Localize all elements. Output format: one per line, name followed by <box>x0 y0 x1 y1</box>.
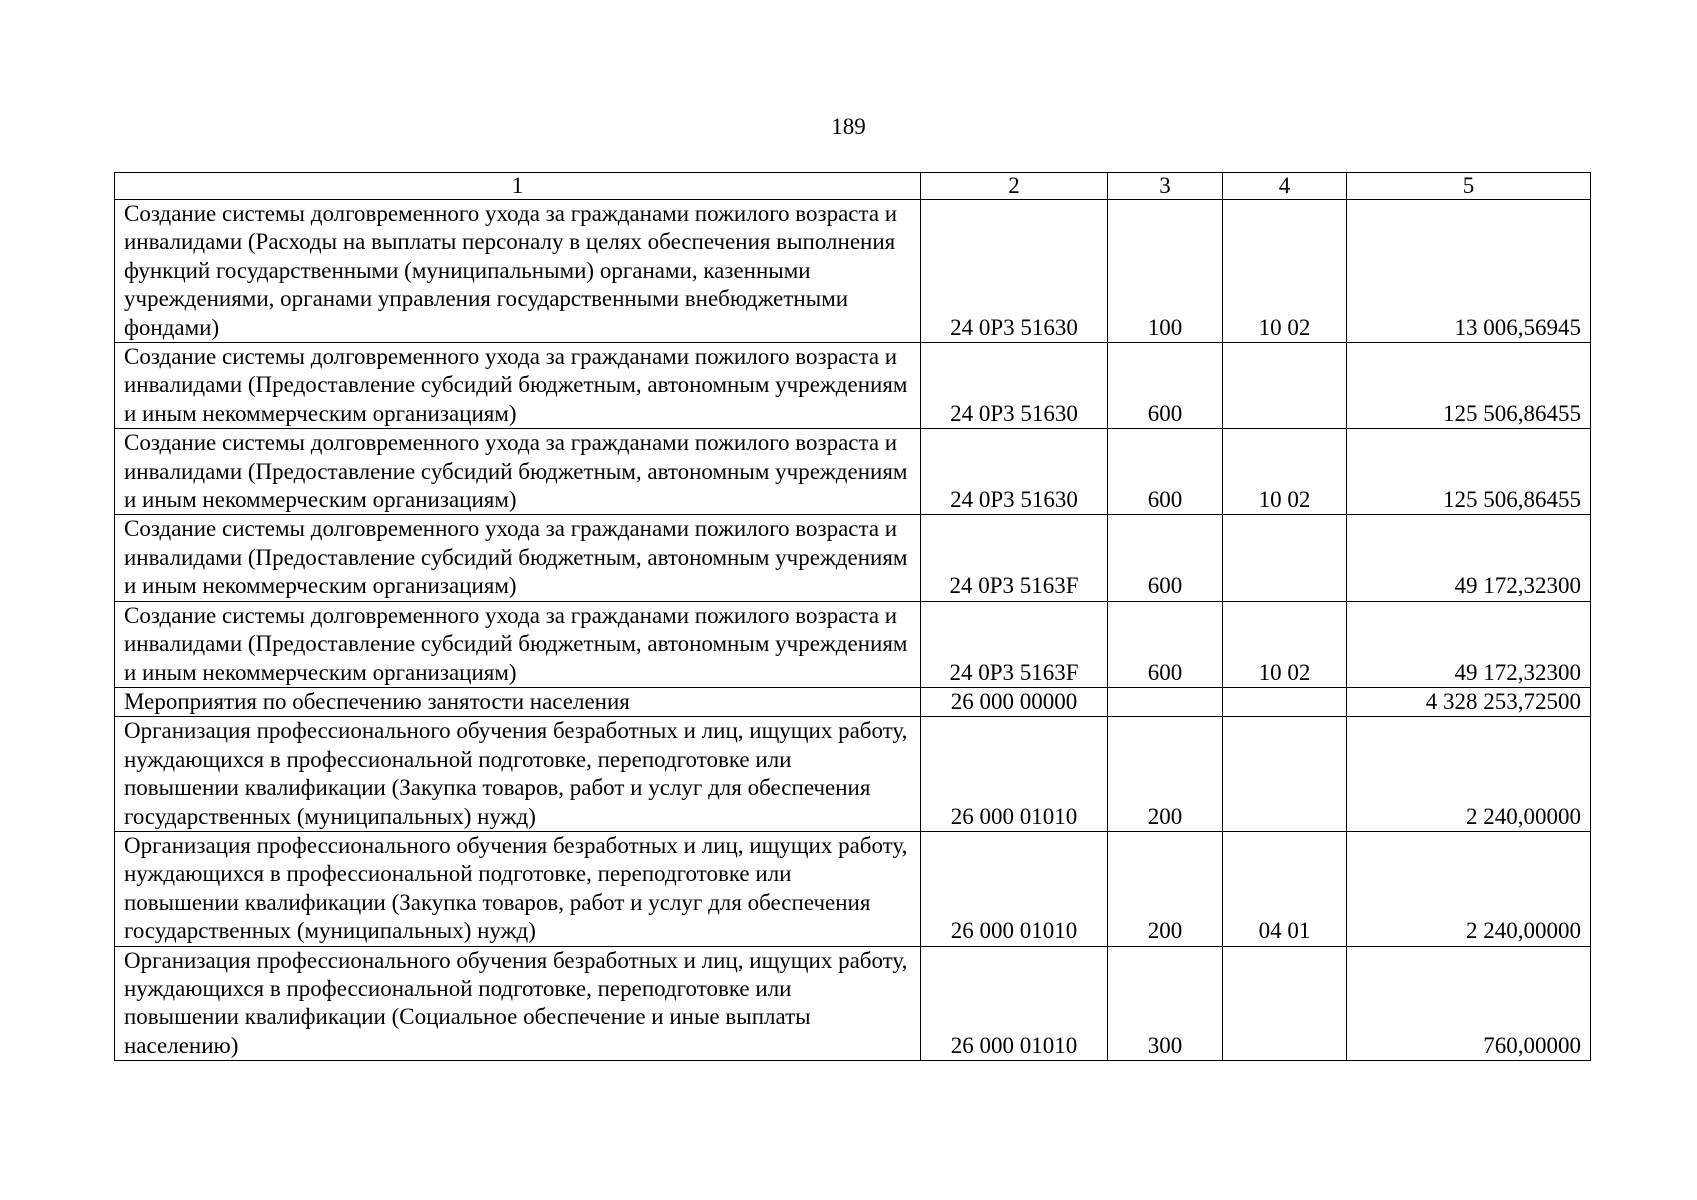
header-cell-4: 4 <box>1223 173 1347 200</box>
row-csr-code: 26 000 01010 <box>921 831 1108 946</box>
row-section-code: 10 02 <box>1223 601 1347 687</box>
table-row <box>115 687 1591 716</box>
table-row <box>115 601 1591 687</box>
row-csr-code: 24 0Р3 51630 <box>921 200 1108 343</box>
header-cell-1: 1 <box>115 173 921 200</box>
row-name: Создание системы долговременного ухода за гражданами пожилого возраста и инвалидами (Предоставление субсидий бюджетным, автономным учреждениям и иным некоммерческим организациям) <box>115 343 921 429</box>
row-csr-code: 24 0Р3 5163F <box>921 601 1108 687</box>
row-section-code <box>1223 343 1347 429</box>
row-expense-type: 100 <box>1108 200 1223 343</box>
row-section-code <box>1223 946 1347 1061</box>
row-csr-code: 24 0Р3 51630 <box>921 343 1108 429</box>
table-header-row <box>115 173 1591 200</box>
table-row <box>115 515 1591 601</box>
row-name: Создание системы долговременного ухода за гражданами пожилого возраста и инвалидами (Предоставление субсидий бюджетным, автономным учреждениям и иным некоммерческим организациям) <box>115 515 921 601</box>
table-row <box>115 831 1591 946</box>
row-amount: 49 172,32300 <box>1347 601 1591 687</box>
row-amount: 760,00000 <box>1347 946 1591 1061</box>
row-section-code: 04 01 <box>1223 831 1347 946</box>
row-csr-code: 26 000 01010 <box>921 946 1108 1061</box>
row-name: Организация профессионального обучения безработных и лиц, ищущих работу, нуждающихся в профессиональной подготовке, переподготовке или повышении квалификации (Закупка товаров, работ и услуг для обеспечения государственных (муниципальных) нужд) <box>115 831 921 946</box>
row-section-code <box>1223 687 1347 716</box>
row-expense-type: 600 <box>1108 429 1223 515</box>
row-section-code <box>1223 717 1347 832</box>
row-amount: 2 240,00000 <box>1347 831 1591 946</box>
row-expense-type: 300 <box>1108 946 1223 1061</box>
page-number: 189 <box>831 114 866 139</box>
row-csr-code: 24 0Р3 51630 <box>921 429 1108 515</box>
row-expense-type: 200 <box>1108 717 1223 832</box>
row-name: Создание системы долговременного ухода за гражданами пожилого возраста и инвалидами (Предоставление субсидий бюджетным, автономным учреждениям и иным некоммерческим организациям) <box>115 429 921 515</box>
row-name: Создание системы долговременного ухода за гражданами пожилого возраста и инвалидами (Предоставление субсидий бюджетным, автономным учреждениям и иным некоммерческим организациям) <box>115 601 921 687</box>
row-section-code: 10 02 <box>1223 200 1347 343</box>
row-csr-code: 26 000 00000 <box>921 687 1108 716</box>
row-amount: 2 240,00000 <box>1347 717 1591 832</box>
row-amount: 125 506,86455 <box>1347 429 1591 515</box>
row-expense-type: 600 <box>1108 515 1223 601</box>
row-amount: 13 006,56945 <box>1347 200 1591 343</box>
row-amount: 4 328 253,72500 <box>1347 687 1591 716</box>
row-section-code <box>1223 515 1347 601</box>
budget-table <box>114 172 1591 1061</box>
table-row <box>115 946 1591 1061</box>
row-csr-code: 26 000 01010 <box>921 717 1108 832</box>
row-expense-type: 600 <box>1108 601 1223 687</box>
header-cell-3: 3 <box>1108 173 1223 200</box>
row-name: Организация профессионального обучения безработных и лиц, ищущих работу, нуждающихся в профессиональной подготовке, переподготовке или повышении квалификации (Закупка товаров, работ и услуг для обеспечения государственных (муниципальных) нужд) <box>115 717 921 832</box>
row-section-code: 10 02 <box>1223 429 1347 515</box>
table-row <box>115 717 1591 832</box>
row-amount: 125 506,86455 <box>1347 343 1591 429</box>
table-row <box>115 200 1591 343</box>
row-name: Создание системы долговременного ухода за гражданами пожилого возраста и инвалидами (Расходы на выплаты персоналу в целях обеспечения выполнения функций государственными (муниципальными) органами, казенными учреждениями, органами управления государственными внебюджетными фондами) <box>115 200 921 343</box>
header-cell-5: 5 <box>1347 173 1591 200</box>
row-expense-type: 600 <box>1108 343 1223 429</box>
row-name: Организация профессионального обучения безработных и лиц, ищущих работу, нуждающихся в профессиональной подготовке, переподготовке или повышении квалификации (Социальное обеспечение и иные выплаты населению) <box>115 946 921 1061</box>
row-amount: 49 172,32300 <box>1347 515 1591 601</box>
row-expense-type: 200 <box>1108 831 1223 946</box>
row-name: Мероприятия по обеспечению занятости населения <box>115 687 921 716</box>
table-row <box>115 429 1591 515</box>
row-csr-code: 24 0Р3 5163F <box>921 515 1108 601</box>
row-expense-type <box>1108 687 1223 716</box>
table-row <box>115 343 1591 429</box>
header-cell-2: 2 <box>921 173 1108 200</box>
